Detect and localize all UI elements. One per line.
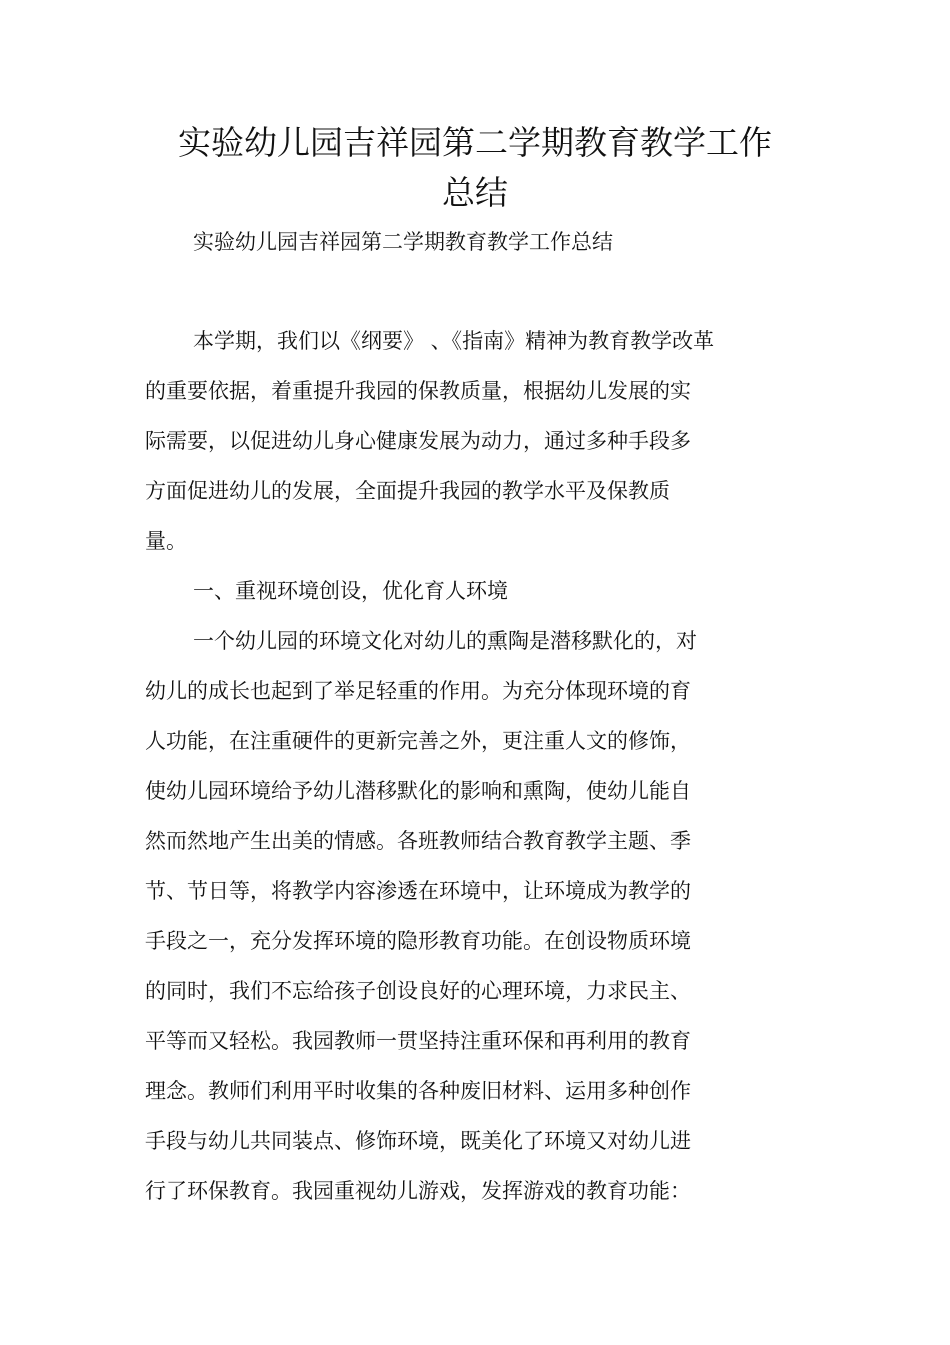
paragraph-1-line-3: 际需要，以促进幼儿身心健康发展为动力，通过多种手段多: [145, 429, 691, 453]
document-subtitle: 实验幼儿园吉祥园第二学期教育教学工作总结: [193, 230, 613, 254]
paragraph-1-line-1: 本学期，我们以《纲要》 、《指南》精神为教育教学改革: [193, 329, 715, 353]
paragraph-2-line-12: 行了环保教育。我园重视幼儿游戏，发挥游戏的教育功能：: [145, 1179, 691, 1203]
paragraph-2-line-5: 然而然地产生出美的情感。各班教师结合教育教学主题、季: [145, 829, 691, 853]
paragraph-1-line-4: 方面促进幼儿的发展，全面提升我园的教学水平及保教质: [145, 479, 670, 503]
document-title-line-1: 实验幼儿园吉祥园第二学期教育教学工作: [178, 123, 772, 162]
paragraph-2-line-6: 节、节日等，将教学内容渗透在环境中，让环境成为教学的: [145, 879, 691, 903]
paragraph-2-line-9: 平等而又轻松。我园教师一贯坚持注重环保和再利用的教育: [145, 1029, 691, 1053]
document-title-line-2: 总结: [442, 173, 508, 212]
paragraph-2-line-7: 手段之一，充分发挥环境的隐形教育功能。在创设物质环境: [145, 929, 691, 953]
paragraph-2-line-10: 理念。教师们利用平时收集的各种废旧材料、运用多种创作: [145, 1079, 691, 1103]
paragraph-1-line-2: 的重要依据，着重提升我园的保教质量，根据幼儿发展的实: [145, 379, 691, 403]
paragraph-2-line-2: 幼儿的成长也起到了举足轻重的作用。为充分体现环境的育: [145, 679, 691, 703]
paragraph-1-line-5: 量。: [145, 529, 187, 553]
paragraph-2-line-11: 手段与幼儿共同装点、修饰环境，既美化了环境又对幼儿进: [145, 1129, 691, 1153]
paragraph-2-line-4: 使幼儿园环境给予幼儿潜移默化的影响和熏陶，使幼儿能自: [145, 779, 691, 803]
section-1-heading: 一、重视环境创设，优化育人环境: [193, 579, 508, 603]
paragraph-2-line-8: 的同时，我们不忘给孩子创设良好的心理环境，力求民主、: [145, 979, 691, 1003]
paragraph-2-line-1: 一个幼儿园的环境文化对幼儿的熏陶是潜移默化的，对: [193, 629, 697, 653]
paragraph-2-line-3: 人功能，在注重硬件的更新完善之外，更注重人文的修饰，: [145, 729, 691, 753]
